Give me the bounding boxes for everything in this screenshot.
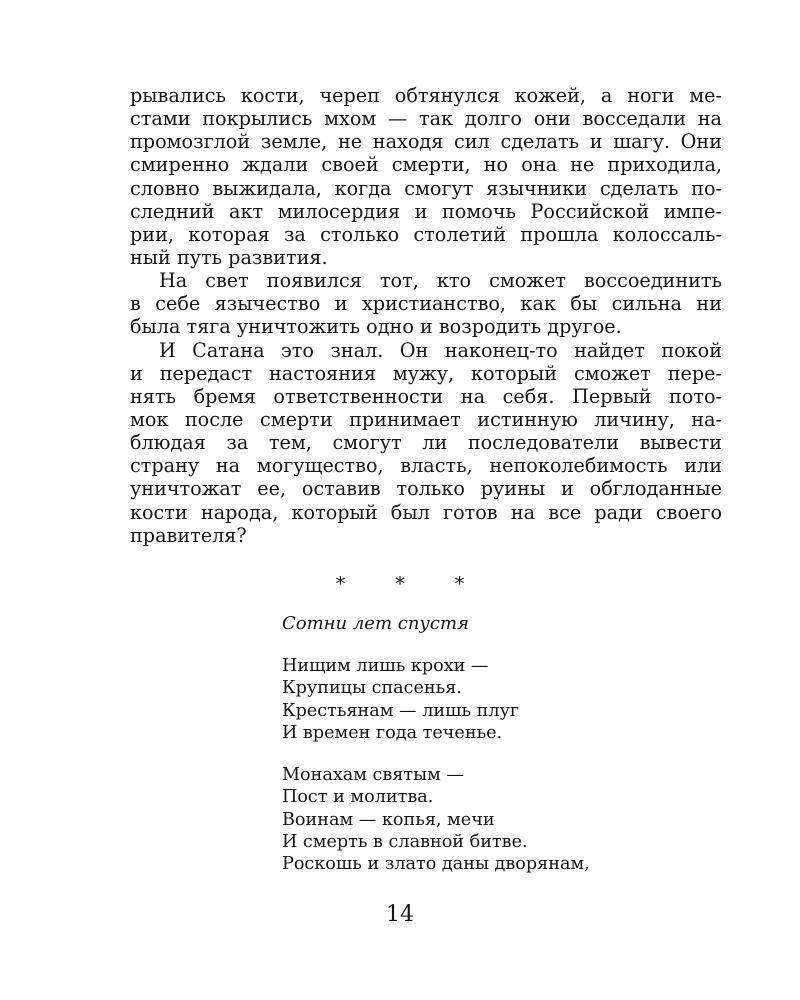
verse-line: Нищим лишь крохи — [282,656,489,676]
verse-line: Монахам святым — [282,765,464,786]
poem [282,612,722,896]
text-line: стами покрылись мхом — так долго они восседали на [130,107,722,131]
paragraph-1 [130,84,722,269]
stanza-2 [282,764,722,875]
verse-line: И смерть в славной битве. [282,832,528,853]
text-line: правителя? [130,523,247,547]
stanza-1 [282,655,722,744]
verse-line: Пост и молитва. [282,787,434,808]
text-line: кости народа, который был готов на все ради своего [130,500,722,524]
text-line: уничтожат ее, оставив только руины и обглоданные [130,477,722,501]
verse-line: Крестьянам — лишь плуг [282,700,520,721]
text-line: блюдая за тем, смогут ли последователи вывести [130,431,722,455]
verse-line: Воинам — копья, мечи [282,809,495,830]
text-line: следний акт милосердия и помочь Российской импе- [130,199,722,223]
text-line: была тяга уничтожить одно и возродить другое. [130,315,622,339]
poem-title: Сотни лет спустя [282,613,469,634]
page-number: 14 [386,902,414,927]
text-line: мок после смерти принимает истинную личину, на- [130,407,722,431]
section-separator: * * * [335,573,487,595]
text-line: нять бремя ответственности на себя. Первый пото- [130,384,722,408]
verse-line: Роскошь и злато даны дворянам, [282,854,590,875]
text-line: ный путь развития. [130,245,328,269]
paragraph-3 [130,339,722,547]
text-line: страну на могущество, власть, непоколебимость или [130,454,722,478]
verse-line: И времен года теченье. [282,722,503,743]
text-line: в себе язычество и христианство, как бы сильна ни [130,292,722,316]
paragraph-2 [130,269,722,338]
text-line: и передаст настояния мужу, который сможет пере- [130,361,722,385]
text-line: И Сатана это знал. Он наконец-то найдет покой [159,338,722,362]
text-line: промозглой земле, не находя сил сделать и шагу. Они [130,130,722,154]
prose-text [130,84,722,547]
text-line: рии, которая за столько столетий прошла колоссаль- [130,222,722,246]
text-line: смиренно ждали своей смерти, но она не приходила, [130,153,722,177]
verse-line: Крупицы спасенья. [282,678,462,699]
text-line: словно выжидала, когда смогут язычники сделать по- [130,176,722,200]
text-line: рывались кости, череп обтянулся кожей, а ноги ме- [130,84,722,107]
text-line: На свет появился тот, кто сможет воссоединить [159,269,722,293]
